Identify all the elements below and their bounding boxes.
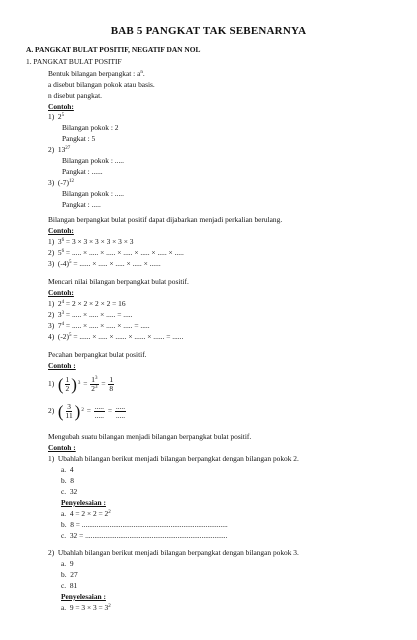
contoh-label-5: Contoh : — [48, 443, 76, 452]
q2-text: 2) Ubahlah bilangan berikut menjadi bilangan berpangkat dengan bilangan pokok 3. — [48, 548, 299, 557]
q1-solution-a: a. $4 = 2 \times 2 = 2^2$ — [61, 509, 111, 518]
ex3-item-4: 4) $(-2)^5$ = ...... × ..... × ...... × ...... × ...... = ...... — [48, 332, 184, 341]
ex3-item-1: 1) $2^4 = 2 \times 2 \times 2 \times 2 = 16$ — [48, 299, 126, 308]
subsection-1-heading: 1. PANGKAT BULAT POSITIF — [26, 57, 122, 66]
q2-option-a: a. 9 — [61, 559, 74, 568]
ex1-item-2-pokok: Bilangan pokok : ..... — [62, 156, 124, 165]
q2-option-c: c. 81 — [61, 581, 78, 590]
page-title: BAB 5 PANGKAT TAK SEBENARNYA — [110, 25, 307, 37]
ex3-item-3: 3) $7^4$ = ..... × ..... × ..... × ..... = ..... — [48, 321, 150, 330]
intro-line-3: n disebut pangkat. — [48, 91, 102, 100]
ex1-item-1-pangkat: Pangkat : 5 — [62, 134, 96, 143]
intro-line-1: Bentuk bilangan berpangkat : $a^n$. — [48, 69, 145, 78]
ex1-item-3-pokok: Bilangan pokok : ..... — [62, 189, 124, 198]
ex1-item-2-pangkat: Pangkat : ...... — [62, 167, 103, 176]
ex1-item-3: 3) $(-7)^{12}$ — [48, 178, 74, 187]
contoh-label-3: Contoh: — [48, 288, 74, 297]
q1-option-a: a. 4 — [61, 465, 74, 474]
ex1-item-2: 2) $13^{27}$ — [48, 145, 71, 154]
ex1-item-1: 1) $2^5$ — [48, 112, 65, 121]
ex4-item-1: 1) ( $\frac{1}{2}$ ) 3 = $\frac{1^3}{2^3}$ = $\frac{1}{8}$ — [48, 374, 114, 394]
paragraph-find-value: Mencari nilai bilangan berpangkat bulat positif. — [48, 277, 189, 286]
ex2-item-3: 3) $(-4)^5$ = ...... × ..... × ..... × ..... × ...... — [48, 259, 161, 268]
ex2-item-2: 2) $5^6$ = ..... × ..... × ..... × ..... × ..... × ..... × ..... — [48, 248, 184, 257]
fraction: $\frac{.....}{.....}$ — [115, 401, 126, 420]
q1-option-c: c. 32 — [61, 487, 78, 496]
ex3-item-2: 2) $3^3$ = ..... × ..... × ..... = ..... — [48, 310, 133, 319]
ex1-item-1-pokok: Bilangan pokok : 2 — [62, 123, 119, 132]
q1-text: 1) Ubahlah bilangan berikut menjadi bilangan berpangkat dengan bilangan pokok 2. — [48, 454, 299, 463]
fraction: $\frac{1^3}{2^3}$ — [91, 374, 98, 393]
contoh-label-1: Contoh: — [48, 102, 74, 111]
contoh-label-4: Contoh : — [48, 361, 76, 370]
section-a-heading: A. PANGKAT BULAT POSITIF, NEGATIF DAN NOL — [26, 45, 201, 54]
q2-penyelesaian-label: Penyelesaian : — [61, 592, 106, 601]
paragraph-fractions: Pecahan berpangkat bulat positif. — [48, 350, 147, 359]
fraction: $\frac{.....}{.....}$ — [94, 401, 104, 420]
fraction: $\frac{1}{8}$ — [109, 374, 114, 393]
q1-option-b: b. 8 — [61, 476, 74, 485]
intro-line-2: a disebut bilangan pokok atau basis. — [48, 80, 155, 89]
q1-solution-b: b. 8 = ............................................................................... — [61, 520, 228, 529]
q1-solution-c: c. 32 = ............................................................................. — [61, 531, 228, 540]
ex1-item-3-pangkat: Pangkat : ..... — [62, 200, 101, 209]
q2-solution-a: a. $9 = 3 \times 3 = 3^2$ — [61, 603, 111, 612]
fraction: $\frac{3}{11}$ — [65, 401, 73, 420]
ex2-item-1: 1) $3^6 = 3 \times 3 \times 3 \times 3 \times 3 \times 3$ — [48, 237, 134, 246]
contoh-label-2: Contoh: — [48, 226, 74, 235]
q1-penyelesaian-label: Penyelesaian : — [61, 498, 106, 507]
paragraph-convert: Mengubah suatu bilangan menjadi bilangan berpangkat bulat positif. — [48, 432, 252, 441]
paragraph-repeated-multiplication: Bilangan berpangkat bulat positif dapat dijabarkan menjadi perkalian berulang. — [48, 215, 283, 224]
ex4-item-2: 2) ( $\frac{3}{11}$ ) 2 = $\frac{.....}{.....}$ = $\frac{.....}{.....}$ — [48, 401, 126, 421]
q2-option-b: b. 27 — [61, 570, 78, 579]
fraction: $\frac{1}{2}$ — [65, 374, 70, 393]
